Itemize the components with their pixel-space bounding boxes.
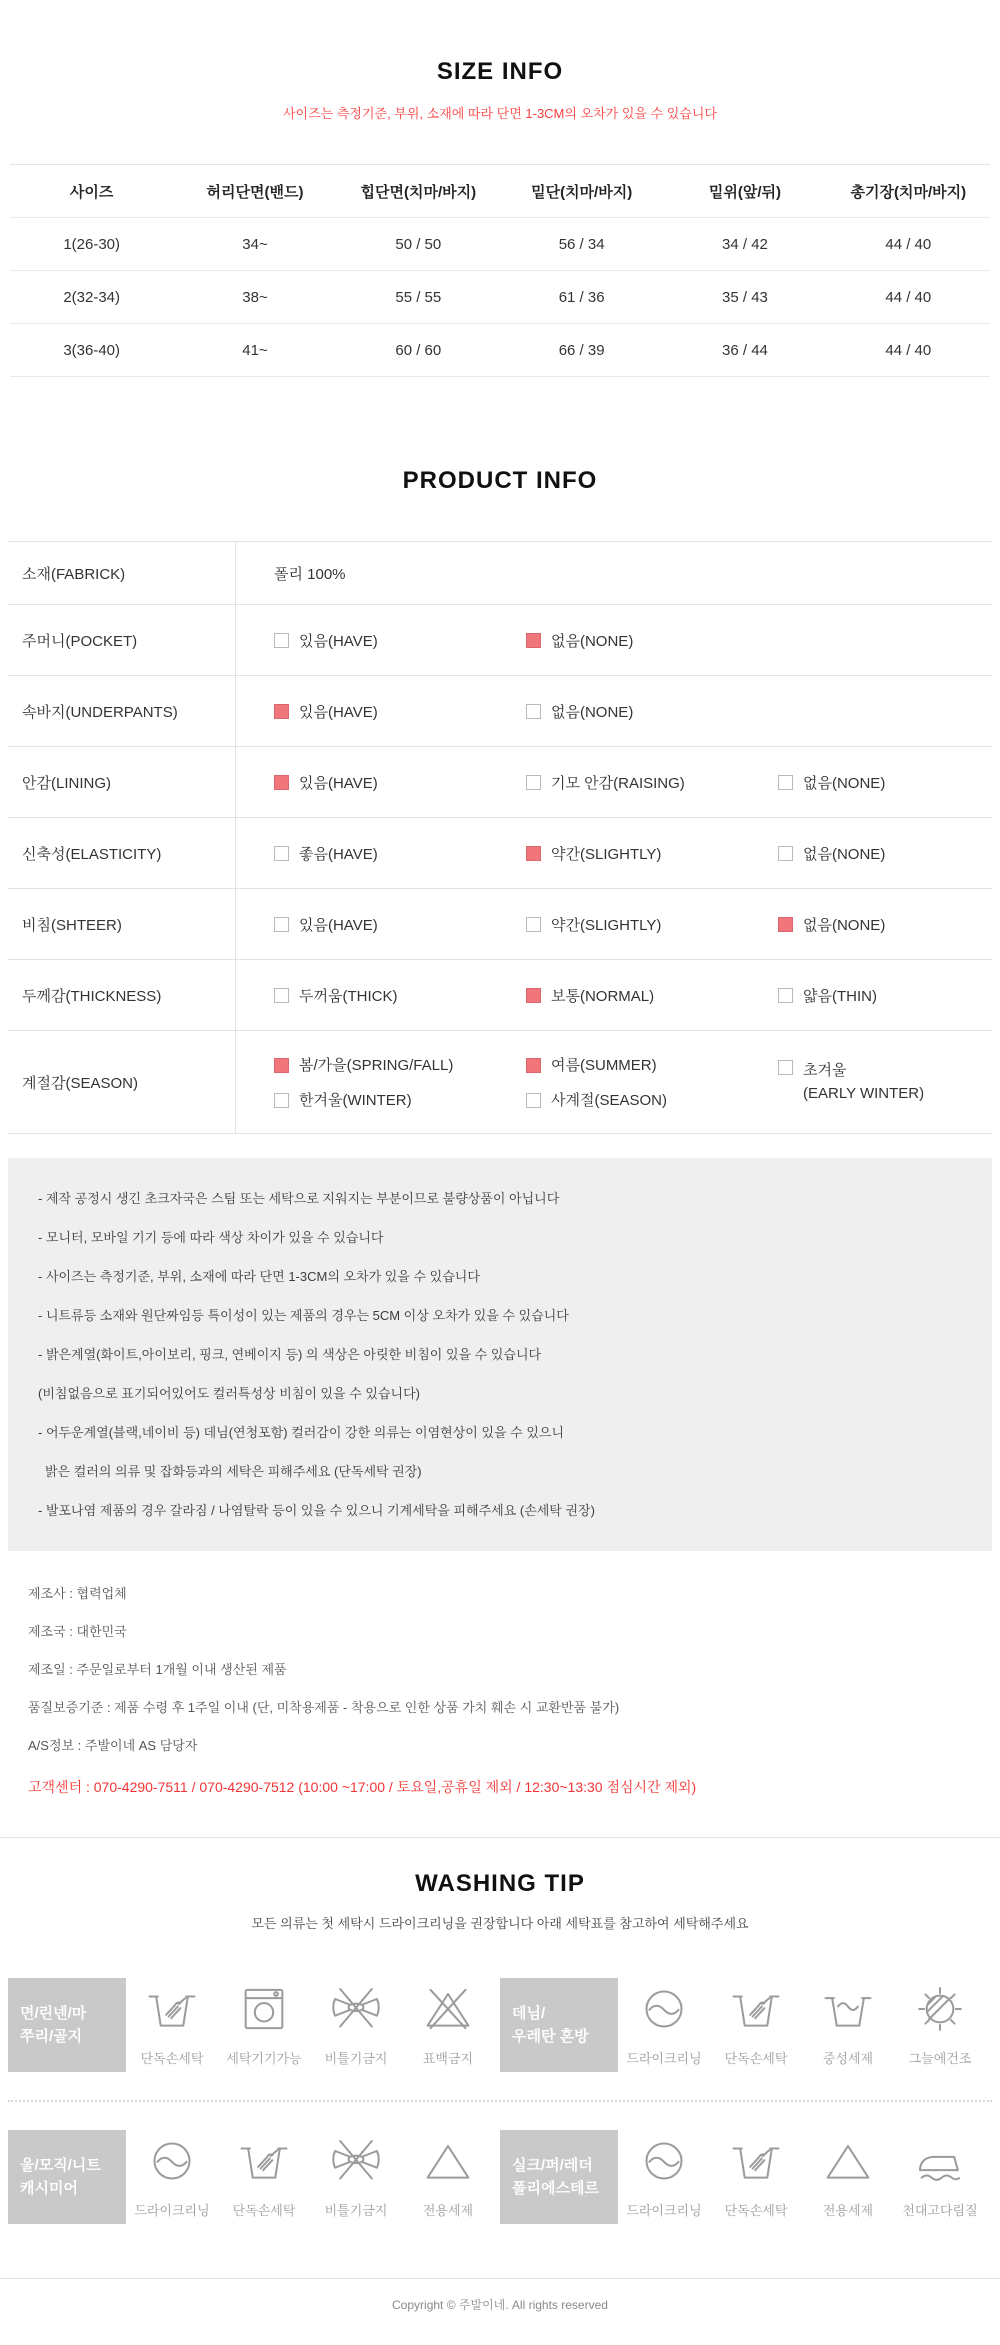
season-column [778,1059,1000,1106]
size-cell: 56 / 34 [500,218,663,271]
option [778,772,1000,793]
dry-clean-icon [639,1984,689,2034]
neutral-detergent-icon [823,1984,873,2034]
washing-item [402,2136,494,2219]
washing-item-label: 비틀기금지 [324,2202,388,2218]
size-cell: 44 / 40 [827,271,990,324]
washing-item-label: 중성세제 [822,2050,874,2066]
checkbox-icon [526,917,541,932]
washing-item-label: 천대고다림질 [902,2202,978,2218]
option [526,772,778,793]
size-cell: 35 / 43 [663,271,826,324]
option-label: 없음(NONE) [803,774,886,792]
washing-item-label: 전용세제 [822,2202,874,2218]
section-divider [0,1837,1000,1838]
product-info-table [8,541,992,1134]
season-column [274,1054,526,1110]
checkbox-icon [274,917,289,932]
option-label: 없음(NONE) [551,632,634,650]
manufacturer-line: 제조국 : 대한민국 [28,1624,127,1639]
option-label: 보통(NORMAL) [551,987,655,1005]
option-label: 약간(SLIGHTLY) [551,916,662,934]
hand-wash-icon [731,2136,781,2186]
size-table-row [10,218,990,271]
dashed-divider [8,2100,992,2102]
checkbox-icon [526,704,541,719]
hand-wash-icon [147,1984,197,2034]
option [526,1089,778,1110]
no-bleach-icon [423,1984,473,2034]
size-cell: 61 / 36 [500,271,663,324]
dry-clean-icon [147,2136,197,2186]
option-label: 있음(HAVE) [299,703,378,721]
option-label: 있음(HAVE) [299,632,378,650]
washing-item [126,2136,218,2219]
washing-item [310,2136,402,2219]
washing-group-denim [500,1978,992,2072]
washing-item [618,1984,710,2067]
product-row-pocket [8,605,992,676]
washing-item [894,2136,986,2219]
manufacturer-info [28,1583,1000,1754]
product-attr-label: 주머니(POCKET) [8,605,236,675]
size-cell: 50 / 50 [337,218,500,271]
product-attr-label: 속바지(UNDERPANTS) [8,676,236,746]
washing-item [618,2136,710,2219]
washing-group-wool [8,2130,500,2224]
option [274,985,526,1006]
option [526,630,778,651]
option-label: 있음(HAVE) [299,774,378,792]
washing-row [8,1978,992,2072]
option [778,843,1000,864]
checkbox-icon [778,1060,793,1075]
size-cell: 55 / 55 [337,271,500,324]
checkbox-icon [526,775,541,790]
checkbox-icon [274,988,289,1003]
option [778,1059,1000,1106]
size-cell: 2(32-34) [10,271,173,324]
option-label: 없음(NONE) [803,916,886,934]
option [274,843,526,864]
fabric-value: 폴리 100% [274,565,346,583]
size-cell: 34~ [173,218,336,271]
checkbox-icon [526,846,541,861]
washing-item [218,1984,310,2067]
washing-row [8,2130,992,2224]
washing-item [218,2136,310,2219]
notice-line: - 밝은계열(화이트,아이보리, 핑크, 연베이지 등) 의 색상은 아릿한 비침이 있을 수 있습니다 [38,1347,542,1362]
washing-item-label: 비틀기금지 [324,2050,388,2066]
option-label: 사계절(SEASON) [551,1092,667,1109]
product-row-season [8,1031,992,1134]
option-label: 없음(NONE) [803,845,886,863]
washing-item-label: 단독손세탁 [724,2050,788,2066]
option [274,1089,526,1110]
checkbox-icon [778,988,793,1003]
notice-line: - 어두운계열(블랙,네이비 등) 데님(연청포함) 컬러감이 강한 의류는 이염현상이 있을 수 있으니 [38,1425,565,1440]
size-table [10,164,990,377]
washing-item [894,1984,986,2067]
checkbox-icon [526,1093,541,1108]
notice-line: (비침없음으로 표기되어있어도 컬러특성상 비침이 있을 수 있습니다) [38,1386,420,1401]
fabric-category-badge: 실크/퍼/레더 폴리에스테르 [500,2130,618,2224]
washing-item [310,1984,402,2067]
washing-item-label: 드라이크리닝 [626,2202,702,2218]
option-label: 약간(SLIGHTLY) [551,845,662,863]
checkbox-icon [778,917,793,932]
notice-line: - 제작 공정시 생긴 초크자국은 스팀 또는 세탁으로 지워지는 부분이므로 불량상품이 아닙니다 [38,1191,560,1206]
product-row-elasticity [8,818,992,889]
checkbox-icon [274,1058,289,1073]
checkbox-icon [526,1058,541,1073]
size-table-header-row [10,165,990,218]
special-detergent-icon [423,2136,473,2186]
fabric-category-badge: 면/린넨/마 쭈리/골지 [8,1978,126,2072]
size-table-row [10,324,990,377]
washing-item [402,1984,494,2067]
fabric-category-badge: 데님/ 우레탄 혼방 [500,1978,618,2072]
option-label: 없음(NONE) [551,703,634,721]
option [526,843,778,864]
washing-item-label: 드라이크리닝 [134,2202,210,2218]
col-header: 밑위(앞/뒤) [663,165,826,218]
option-label: 초겨울 (EARLY WINTER) [803,1061,925,1102]
size-cell: 3(36-40) [10,324,173,377]
size-cell: 44 / 40 [827,218,990,271]
option [274,701,526,722]
hand-wash-icon [239,2136,289,2186]
washing-group-silk [500,2130,992,2224]
washing-tip-subtitle: 모든 의류는 첫 세탁시 드라이크리닝을 권장합니다 아래 세탁표를 참고하여 세탁해주세요 [251,1916,749,1931]
no-wring-icon [331,1984,381,2034]
option [526,1054,778,1075]
copyright-text: Copyright © 주발이네. All rights reserved [392,2298,608,2312]
option [526,985,778,1006]
size-cell: 1(26-30) [10,218,173,271]
product-attr-label: 안감(LINING) [8,747,236,817]
product-attr-label: 비침(SHTEER) [8,889,236,959]
col-header: 밑단(치마/바지) [500,165,663,218]
washing-item [802,1984,894,2067]
product-row-lining [8,747,992,818]
option-label: 좋음(HAVE) [299,845,378,863]
option [778,985,1000,1006]
washing-item-label: 단독손세탁 [232,2202,296,2218]
size-cell: 38~ [173,271,336,324]
option-label: 한겨울(WINTER) [299,1092,412,1109]
product-attr-label: 계절감(SEASON) [8,1031,236,1133]
notice-line: - 모니터, 모바일 기기 등에 따라 색상 차이가 있을 수 있습니다 [38,1230,384,1245]
cloth-iron-icon [915,2136,965,2186]
size-cell: 34 / 42 [663,218,826,271]
product-row-thickness [8,960,992,1031]
size-cell: 44 / 40 [827,324,990,377]
product-info-title: PRODUCT INFO [402,467,598,494]
washing-item-label: 전용세제 [422,2202,474,2218]
size-info-subtitle: 사이즈는 측정기준, 부위, 소재에 따라 단면 1-3CM의 오차가 있을 수 있습니다 [283,106,717,121]
washing-item-label: 드라이크리닝 [626,2050,702,2066]
checkbox-icon [778,846,793,861]
option-label: 있음(HAVE) [299,916,378,934]
notice-line: - 니트류등 소재와 원단짜임등 특이성이 있는 제품의 경우는 5CM 이상 오차가 있을 수 있습니다 [38,1308,569,1323]
size-cell: 66 / 39 [500,324,663,377]
washing-item-label: 세탁기기가능 [226,2050,302,2066]
washing-item [710,2136,802,2219]
customer-center-line: 고객센터 : 070-4290-7511 / 070-4290-7512 (10:00 ~17:00 / 토요일,공휴일 제외 / 12:30~13:30 점심시간 제외) [28,1779,697,1795]
checkbox-icon [274,633,289,648]
washing-item [802,2136,894,2219]
size-table-row [10,271,990,324]
notice-line: 밝은 컬러의 의류 및 잡화등과의 세탁은 피해주세요 (단독세탁 권장) [45,1464,422,1479]
product-row-sheer [8,889,992,960]
checkbox-icon [274,846,289,861]
checkbox-icon [274,704,289,719]
col-header: 사이즈 [10,165,173,218]
dry-clean-icon [639,2136,689,2186]
option-label: 얇음(THIN) [803,987,877,1005]
option-label: 봄/가을(SPRING/FALL) [299,1057,454,1074]
checkbox-icon [778,775,793,790]
product-attr-label: 소재(FABRICK) [8,542,236,604]
fabric-category-badge: 울/모직/니트 캐시미어 [8,2130,126,2224]
product-row-fabric [8,542,992,605]
notice-line: - 사이즈는 측정기준, 부위, 소재에 따라 단면 1-3CM의 오차가 있을 수 있습니다 [38,1269,480,1284]
option [526,701,778,722]
hand-wash-icon [731,1984,781,2034]
option [274,1054,526,1075]
shade-dry-icon [915,1984,965,2034]
size-info-title: SIZE INFO [436,58,564,85]
manufacturer-line: 제조일 : 주문일로부터 1개월 이내 생산된 제품 [28,1662,287,1677]
option-label: 여름(SUMMER) [551,1057,657,1074]
washing-item-label: 단독손세탁 [724,2202,788,2218]
washing-item-label: 단독손세탁 [140,2050,204,2066]
option-label: 두꺼움(THICK) [299,987,398,1005]
washing-item-label: 표백금지 [422,2050,474,2066]
notice-line: - 발포나염 제품의 경우 갈라짐 / 나염탈락 등이 있을 수 있으니 기계세탁을 피해주세요 (손세탁 권장) [38,1503,595,1518]
product-attr-label: 두께감(THICKNESS) [8,960,236,1030]
option [274,630,526,651]
manufacturer-line: A/S정보 : 주발이네 AS 담당자 [28,1738,198,1753]
option [778,914,1000,935]
washing-group-cotton [8,1978,500,2072]
checkbox-icon [526,988,541,1003]
checkbox-icon [274,775,289,790]
checkbox-icon [274,1093,289,1108]
product-row-underpants [8,676,992,747]
col-header: 허리단면(밴드) [173,165,336,218]
manufacturer-line: 제조사 : 협력업체 [28,1586,127,1601]
machine-wash-icon [239,1984,289,2034]
notice-box [8,1158,992,1551]
col-header: 힙단면(치마/바지) [337,165,500,218]
washing-tip-title: WASHING TIP [415,1870,585,1897]
special-detergent-icon [823,2136,873,2186]
season-column [526,1054,778,1110]
size-cell: 41~ [173,324,336,377]
product-attr-label: 신축성(ELASTICITY) [8,818,236,888]
option-label: 기모 안감(RAISING) [551,774,685,792]
option [274,914,526,935]
option [274,772,526,793]
washing-item [126,1984,218,2067]
washing-item [710,1984,802,2067]
no-wring-icon [331,2136,381,2186]
col-header: 총기장(치마/바지) [827,165,990,218]
size-cell: 36 / 44 [663,324,826,377]
manufacturer-line: 품질보증기준 : 제품 수령 후 1주일 이내 (단, 미착용제품 - 착용으로 인한 상품 가치 훼손 시 교환반품 불가) [28,1700,620,1715]
size-cell: 60 / 60 [337,324,500,377]
washing-item-label: 그늘에건조 [908,2050,972,2066]
option [526,914,778,935]
checkbox-icon [526,633,541,648]
